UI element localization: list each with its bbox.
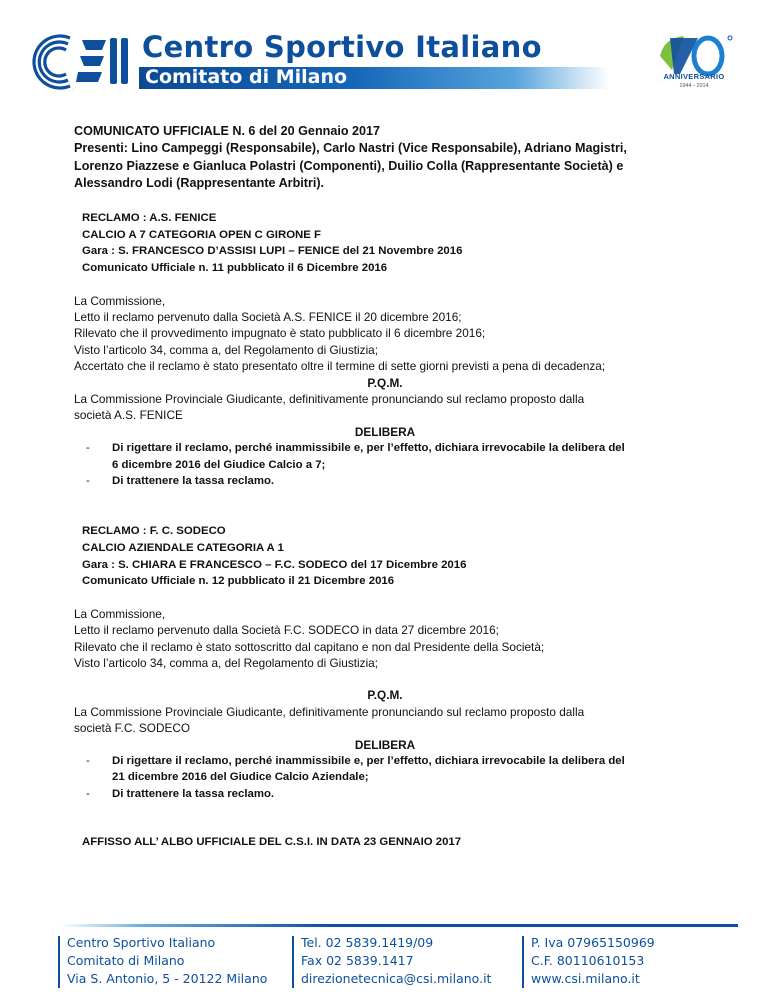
- anniversary-years: 1944 - 2014: [679, 83, 709, 89]
- csi-logo: [30, 30, 136, 92]
- footer-bar: [58, 936, 60, 988]
- logo-text: CSI: [72, 90, 74, 91]
- bullet-dash: -: [86, 475, 90, 488]
- footer-bar: [292, 936, 294, 988]
- body-line: Visto l’articolo 34, comma a, del Regolamento di Giustizia;: [74, 342, 379, 357]
- body-line: La Commissione,: [74, 606, 166, 621]
- posting-section: [82, 834, 696, 851]
- decision-text: Di rigettare il reclamo, perché inammissibile e, per l’effetto, dichiara irrevocabile la delibera del: [112, 755, 625, 768]
- claim-header-line: RECLAMO : A.S. FENICE: [82, 212, 217, 225]
- delibera-heading: DELIBERA: [354, 424, 416, 439]
- claim-body: [74, 293, 696, 490]
- posting-notice: AFFISSO ALL’ ALBO UFFICIALE DEL C.S.I. IN DATA 23 GENNAIO 2017: [82, 836, 462, 849]
- claim-section: [82, 210, 696, 276]
- decision-text: 21 dicembre 2016 del Giudice Calcio Aziendale;: [112, 771, 369, 784]
- present-line: Alessandro Lodi (Rappresentante Arbitri).: [74, 175, 325, 190]
- claim-section: [82, 523, 696, 589]
- decision-item: [74, 440, 696, 473]
- body-line: Accertato che il reclamo è stato presentato oltre il termine di sette giorni previsti a pena di decadenza;: [74, 359, 606, 374]
- claim-header-line: Comunicato Ufficiale n. 12 pubblicato il 21 Dicembre 2016: [82, 575, 395, 588]
- bullet-dash: -: [86, 755, 90, 768]
- bullet-dash: -: [86, 787, 90, 800]
- body-line: Rilevato che il provvedimento impugnato è stato pubblicato il 6 dicembre 2016;: [74, 326, 486, 341]
- pqm-heading: P.Q.M.: [367, 688, 403, 703]
- verdict-line: società A.S. FENICE: [74, 408, 183, 423]
- document-body: [74, 123, 696, 851]
- delibera-heading: DELIBERA: [354, 737, 416, 752]
- footer-address: [67, 934, 267, 988]
- footer-website-link[interactable]: www.csi.milano.it: [531, 971, 640, 986]
- anniversary-logo: [650, 30, 736, 102]
- claim-header-line: RECLAMO : F. C. SODECO: [82, 525, 226, 538]
- bullet-dash: -: [86, 442, 90, 455]
- decision-item: [74, 786, 696, 802]
- decision-text: Di trattenere la tassa reclamo.: [112, 787, 275, 800]
- body-line: Letto il reclamo pervenuto dalla Società A.S. FENICE il 20 dicembre 2016;: [74, 309, 462, 324]
- verdict-line: società F.C. SODECO: [74, 721, 191, 736]
- present-line: Presenti: Lino Campeggi (Responsabile), Carlo Nastri (Vice Responsabile), Adriano Magistri,: [74, 141, 627, 156]
- decision-text: 6 dicembre 2016 del Giudice Calcio a 7;: [112, 458, 326, 471]
- verdict-line: La Commissione Provinciale Giudicante, definitivamente pronunciando sul reclamo proposto dalla: [74, 392, 585, 406]
- footer-line: Comitato di Milano: [67, 953, 185, 968]
- decision-text: Di trattenere la tassa reclamo.: [112, 475, 275, 488]
- org-subtitle: Comitato di Milano: [145, 66, 348, 88]
- claim-header-line: Gara : S. CHIARA E FRANCESCO – F.C. SODECO del 17 Dicembre 2016: [82, 558, 467, 571]
- footer-contacts: [301, 934, 491, 988]
- footer-line: P. Iva 07965150969: [531, 935, 655, 950]
- footer-fiscal: [531, 934, 655, 988]
- anniversary-number: 70: [658, 82, 660, 83]
- body-line: Rilevato che il reclamo è stato sottoscritto dal capitano e non dal Presidente della Società;: [74, 639, 545, 654]
- org-name: Centro Sportivo Italiano: [142, 30, 542, 64]
- verdict-line: La Commissione Provinciale Giudicante, definitivamente pronunciando sul reclamo proposto dalla: [74, 704, 585, 719]
- footer-email-link[interactable]: direzionetecnica@csi.milano.it: [301, 971, 492, 986]
- decision-item: [74, 473, 696, 489]
- footer-line: Tel. 02 5839.1419/09: [301, 935, 434, 950]
- body-line: Visto l’articolo 34, comma a, del Regolamento di Giustizia;: [74, 656, 379, 671]
- footer-line: C.F. 80110610153: [531, 953, 645, 968]
- claim-header-line: Comunicato Ufficiale n. 11 pubblicato il 6 Dicembre 2016: [82, 261, 388, 274]
- decision-text: Di rigettare il reclamo, perché inammissibile e, per l’effetto, dichiara irrevocabile la delibera del: [112, 442, 625, 455]
- pqm-heading: P.Q.M.: [367, 375, 403, 390]
- body-line: La Commissione,: [74, 293, 166, 308]
- footer-line: Fax 02 5839.1417: [301, 953, 414, 968]
- present-line: Lorenzo Piazzese e Gianluca Polastri (Componenti), Duilio Colla (Rappresentante Società) e: [74, 158, 624, 173]
- decision-item: [74, 753, 696, 786]
- claim-header-line: CALCIO AZIENDALE CATEGORIA A 1: [82, 542, 284, 555]
- footer-line: Centro Sportivo Italiano: [67, 935, 216, 950]
- communique-title: COMUNICATO UFFICIALE N. 6 del 20 Gennaio 2017: [74, 124, 381, 138]
- footer-divider: [60, 924, 738, 927]
- claim-body: [74, 606, 696, 802]
- anniversary-label: ANNIVERSARIO: [663, 72, 725, 81]
- claim-header-line: Gara : S. FRANCESCO D’ASSISI LUPI – FENICE del 21 Novembre 2016: [82, 245, 463, 258]
- body-line: Letto il reclamo pervenuto dalla Società F.C. SODECO in data 27 dicembre 2016;: [74, 623, 499, 638]
- footer-bar: [522, 936, 524, 988]
- footer-line: Via S. Antonio, 5 - 20122 Milano: [67, 971, 268, 986]
- claim-header-line: CALCIO A 7 CATEGORIA OPEN C GIRONE F: [82, 228, 322, 241]
- letterhead: [0, 0, 768, 110]
